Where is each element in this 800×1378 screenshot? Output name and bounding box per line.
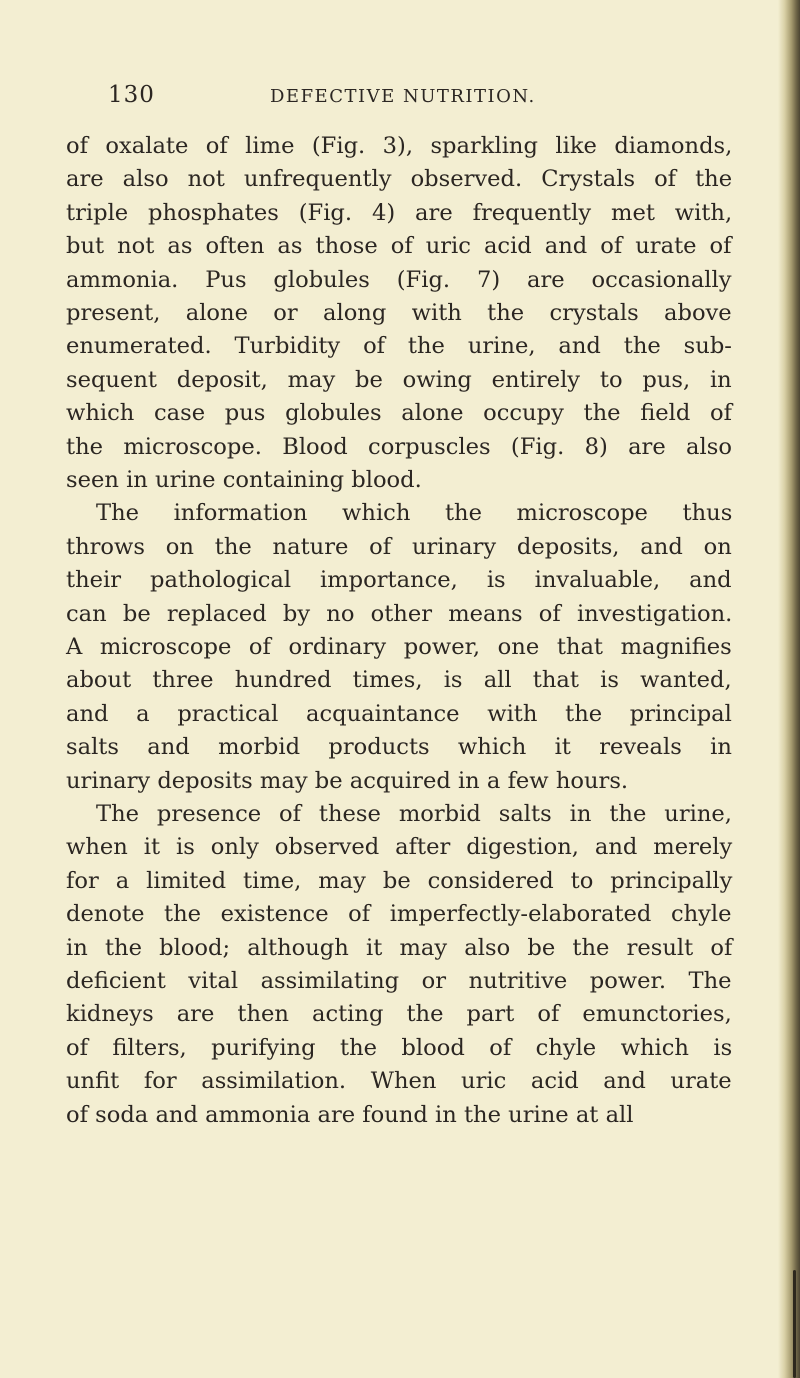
text-line: of filters, purifying the blood of chyle which is <box>66 1034 733 1061</box>
text-line: in the blood; although it may also be the result of <box>66 934 733 961</box>
text-line: enumerated. Turbidity of the urine, and the sub- <box>66 333 732 360</box>
running-title: DEFECTIVE NUTRITION. <box>270 86 536 107</box>
text-line: ammonia. Pus globules (Fig. 7) are occasionally <box>66 266 732 293</box>
text-line: of oxalate of lime (Fig. 3), sparkling like diamonds, <box>66 133 733 159</box>
text-line: salts and morbid products which it reveals in <box>66 734 732 761</box>
text-line: and a practical acquaintance with the principal <box>66 700 732 727</box>
text-line: The information which the microscope thus <box>96 500 733 527</box>
text-line: but not as often as those of uric acid and of urate of <box>66 233 732 260</box>
text-line: their pathological importance, is invaluable, and <box>66 567 732 594</box>
text-line: A microscope of ordinary power, one that magnifies <box>66 634 732 660</box>
text-line: are also not unfrequently observed. Crystals of the <box>66 166 733 193</box>
text-line: urinary deposits may be acquired in a few hours. <box>66 767 629 794</box>
text-line: deficient vital assimilating or nutritive power. The <box>66 968 732 994</box>
text-line: unfit for assimilation. When uric acid and urate <box>66 1068 732 1095</box>
text-line: can be replaced by no other means of investigation. <box>66 600 733 627</box>
page-edge-shadow <box>778 0 800 1378</box>
text-line: about three hundred times, is all that is wanted, <box>66 667 732 694</box>
text-line: when it is only observed after digestion, and merely <box>66 834 733 861</box>
text-line: seen in urine containing blood. <box>66 467 422 493</box>
text-line: kidneys are then acting the part of emunctories, <box>66 1001 732 1028</box>
text-line: The presence of these morbid salts in the urine, <box>96 801 732 827</box>
page-edge-mark <box>793 1270 796 1378</box>
text-line: for a limited time, may be considered to principally <box>66 867 733 894</box>
text-line: triple phosphates (Fig. 4) are frequently met with, <box>66 199 733 226</box>
text-line: sequent deposit, may be owing entirely to pus, in <box>66 366 732 393</box>
page-number: 130 <box>108 82 155 108</box>
text-line: the microscope. Blood corpuscles (Fig. 8) are also <box>66 433 732 460</box>
text-line: which case pus globules alone occupy the field of <box>66 400 732 427</box>
text-line: denote the existence of imperfectly-elaborated chyle <box>66 901 732 928</box>
text-line: present, alone or along with the crystals above <box>66 300 732 326</box>
text-line: throws on the nature of urinary deposits, and on <box>66 533 732 560</box>
page-header <box>108 82 668 122</box>
text-line: of soda and ammonia are found in the urine at all <box>66 1101 634 1128</box>
